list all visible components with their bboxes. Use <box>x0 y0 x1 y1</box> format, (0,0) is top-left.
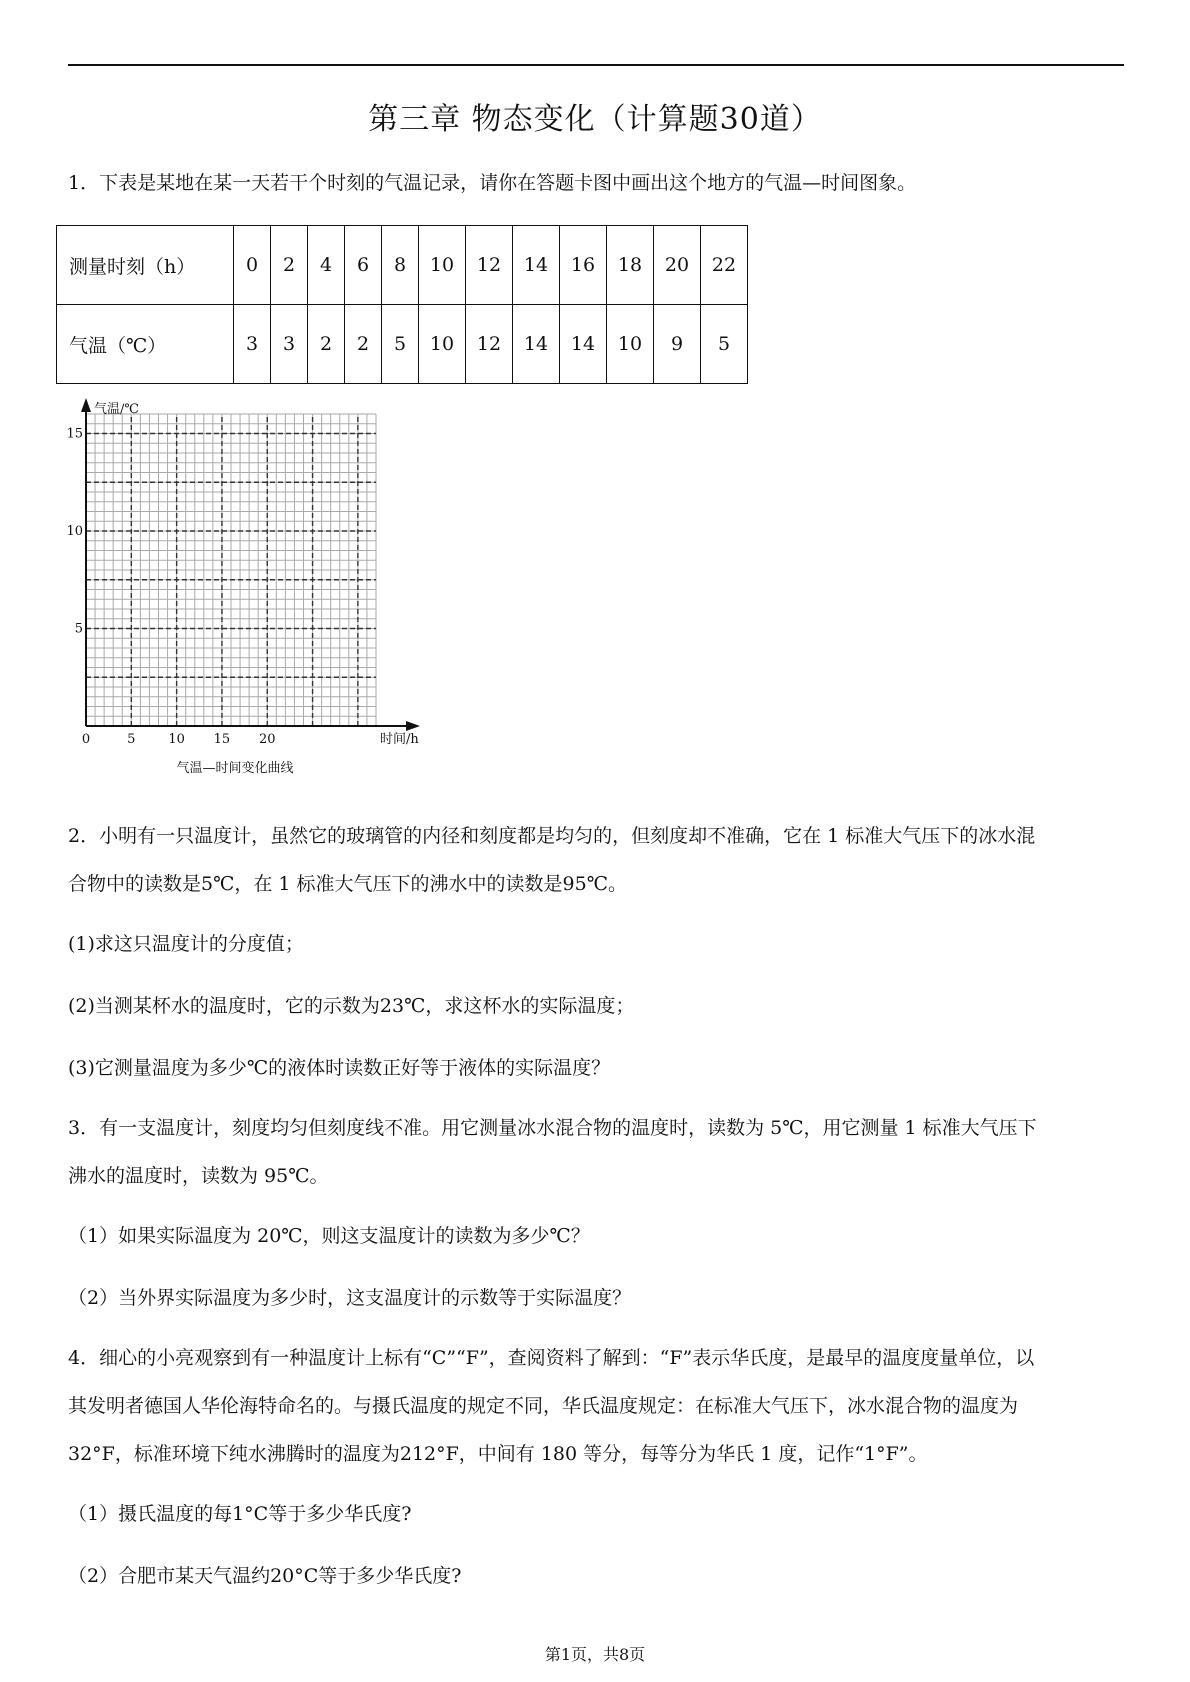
page-title: 第三章 物态变化（计算题30道） <box>368 102 822 137</box>
temp-cell: 5 <box>382 305 419 384</box>
temperature-table <box>56 225 748 384</box>
time-cell: 10 <box>419 226 466 305</box>
time-cell: 22 <box>701 226 748 305</box>
question-3-line-1: 3．有一支温度计，刻度均匀但刻度线不准。用它测量冰水混合物的温度时，读数为 5℃，用它测量 1 标准大气压下 <box>68 1117 1037 1139</box>
question-3-line-2: 沸水的温度时，读数为 95℃。 <box>68 1165 329 1187</box>
time-cell: 6 <box>345 226 382 305</box>
question-1: 1．下表是某地在某一天若干个时刻的气温记录，请你在答题卡图中画出这个地方的气温—时间图象。 <box>68 172 917 194</box>
y-axis-label: 气温/℃ <box>94 402 139 417</box>
x-tick-label: 15 <box>213 732 231 747</box>
question-4-sub-1: （1）摄氏温度的每1°C等于多少华氏度? <box>68 1503 412 1525</box>
time-cell: 4 <box>308 226 345 305</box>
time-cell: 18 <box>607 226 654 305</box>
chart-caption: 气温—时间变化曲线 <box>176 761 294 776</box>
x-axis-label: 时间/h <box>380 732 419 747</box>
time-cell: 20 <box>654 226 701 305</box>
temp-cell: 10 <box>419 305 466 384</box>
time-cell: 2 <box>271 226 308 305</box>
question-3-sub-2: （2）当外界实际温度为多少时，这支温度计的示数等于实际温度？ <box>68 1287 632 1309</box>
temp-cell: 14 <box>513 305 560 384</box>
temp-cell: 9 <box>654 305 701 384</box>
temp-cell: 2 <box>308 305 345 384</box>
temp-cell: 3 <box>271 305 308 384</box>
temp-cell: 5 <box>701 305 748 384</box>
temperature-time-grid-chart <box>60 396 460 782</box>
x-tick-label: 20 <box>258 732 276 747</box>
minor-grid <box>86 414 376 726</box>
x-axis-arrow <box>406 721 420 731</box>
temp-cell: 14 <box>560 305 607 384</box>
question-4-line-3: 32°F，标准环境下纯水沸腾时的温度为212°F，中间有 180 等分，每等分为华氏 1 度，记作“1°F”。 <box>68 1443 928 1465</box>
x-tick-labels <box>82 732 276 747</box>
question-2-line-1: 2．小明有一只温度计，虽然它的玻璃管的内径和刻度都是均匀的，但刻度却不准确，它在 1 标准大气压下的冰水混 <box>68 825 1036 847</box>
question-3-sub-1: （1）如果实际温度为 20℃，则这支温度计的读数为多少℃？ <box>68 1225 590 1247</box>
time-cell: 16 <box>560 226 607 305</box>
top-rule <box>68 64 1124 66</box>
y-tick-labels <box>66 427 83 637</box>
question-2-sub-3: (3)它测量温度为多少℃的液体时读数正好等于液体的实际温度？ <box>68 1057 611 1079</box>
x-tick-label: 5 <box>127 732 136 747</box>
question-4-sub-2: （2）合肥市某天气温约20°C等于多少华氏度? <box>68 1565 462 1587</box>
page-footer: 第1页，共8页 <box>544 1645 646 1664</box>
question-3 <box>68 1104 1130 1200</box>
question-4-line-1: 4．细心的小亮观察到有一种温度计上标有“C”“F”，查阅资料了解到：“F”表示华氏度，是最早的温度度量单位，以 <box>68 1347 1035 1369</box>
question-4-line-2: 其发明者德国人华伦海特命名的。与摄氏温度的规定不同，华氏温度规定：在标准大气压下，冰水混合物的温度为 <box>68 1395 1019 1417</box>
question-2-sub-1: (1)求这只温度计的分度值； <box>68 933 304 955</box>
question-2 <box>68 812 1130 908</box>
question-4 <box>68 1334 1130 1478</box>
y-tick-label: 10 <box>66 524 83 539</box>
question-2-sub-2: (2)当测某杯水的温度时，它的示数为23℃，求这杯水的实际温度； <box>68 995 635 1017</box>
time-cell: 0 <box>234 226 271 305</box>
question-2-line-2: 合物中的读数是5℃，在 1 标准大气压下的沸水中的读数是95℃。 <box>68 873 627 895</box>
temp-cell: 2 <box>345 305 382 384</box>
time-cell: 12 <box>466 226 513 305</box>
x-tick-label: 10 <box>168 732 185 747</box>
time-cell: 8 <box>382 226 419 305</box>
y-tick-label: 5 <box>74 621 83 637</box>
y-axis-arrow <box>81 398 91 412</box>
table-row-temps <box>57 305 748 384</box>
temp-cell: 10 <box>607 305 654 384</box>
table-row-times <box>57 226 748 305</box>
row-label-temp: 气温（℃） <box>57 305 234 384</box>
x-tick-label: 0 <box>81 732 91 747</box>
y-tick-label: 15 <box>66 426 83 442</box>
temp-cell: 12 <box>466 305 513 384</box>
temp-cell: 3 <box>234 305 271 384</box>
time-cell: 14 <box>513 226 560 305</box>
row-label-time: 测量时刻（h） <box>57 226 234 305</box>
